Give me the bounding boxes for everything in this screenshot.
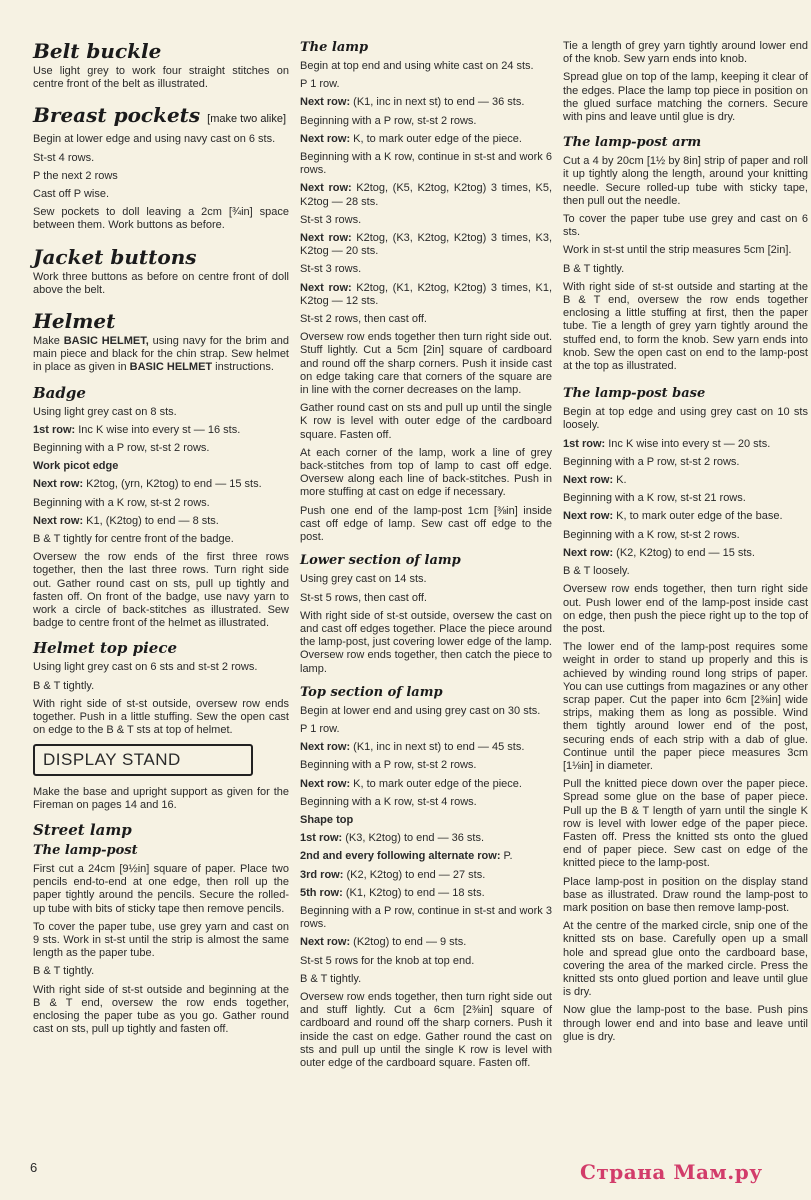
base-p8: Pull the knitted piece down over the paper piece. Spread some glue on the base of paper piece. Pull up the B & T length of yarn until the single K row is level with lower edge of the paper piece. Fasten off. Press the knitted sts onto the glued end of paper piece. Sew cast on edge of the knitted piece to the lamp-post. bbox=[563, 778, 808, 870]
lamp-row5-label: Next row: bbox=[300, 281, 352, 294]
lamp-p6: St-st 3 rows. bbox=[300, 263, 362, 276]
top-section-p3: Beginning with a P row, st-st 2 rows. bbox=[300, 759, 477, 772]
lamp-row2 bbox=[300, 133, 552, 146]
heading-belt-buckle: Belt buckle bbox=[33, 39, 162, 63]
badge-p1: Using light grey cast on 8 sts. bbox=[33, 405, 177, 418]
heading-lower-section: Lower section of lamp bbox=[300, 553, 461, 569]
breast-pockets-p1: Begin at lower edge and using navy cast on 6 sts. bbox=[33, 133, 276, 146]
lower-section-p3: With right side of st-st outside, oversew the cast on and cast off edges together. Place the piece around the lamp-post, just covering lower edge of the lamp. Oversew row ends together, then catch the piece to lamp. bbox=[300, 609, 552, 675]
top-section-row2-text: K, to mark outer edge of the piece. bbox=[350, 777, 522, 790]
top-section-row5 bbox=[300, 869, 552, 882]
lower-section-p2: St-st 5 rows, then cast off. bbox=[300, 591, 427, 604]
heading-lamp-post: The lamp-post bbox=[33, 842, 138, 858]
lamp-post-p2: To cover the paper tube, use grey yarn and cast on 9 sts. Work in st-st until the strip is almost the same length as the paper tube. bbox=[33, 920, 289, 960]
lamp-p3: Beginning with a P row, st-st 2 rows. bbox=[300, 114, 477, 127]
badge-row1-text: Inc K wise into every st — 16 sts. bbox=[75, 423, 241, 436]
badge-row1-label: 1st row: bbox=[33, 423, 76, 436]
base-p9: Place lamp-post in position on the display stand base as illustrated. Draw round the lamp-post to mark position on base then remove lamp-post. bbox=[563, 875, 808, 914]
badge-row2-text: K2tog, (yrn, K2tog) to end — 15 sts. bbox=[83, 478, 262, 491]
lamp-post-p4: With right side of st-st outside and beginning at the B & T end, oversew the row ends together, enclosing the paper tube as you go. Gather round cast on sts, pull up tightly and fasten off. bbox=[33, 983, 289, 1036]
top-section-p6: St-st 5 rows for the knob at top end. bbox=[300, 954, 475, 967]
top-section-p7: B & T tightly. bbox=[300, 972, 362, 985]
heading-helmet-top: Helmet top piece bbox=[33, 639, 178, 658]
lamp-post-p3: B & T tightly. bbox=[33, 965, 95, 978]
column-left bbox=[33, 40, 289, 1041]
heading-breast-pockets-title: Breast pockets bbox=[33, 103, 201, 128]
helmet-text-c: using navy for the brim and main piece and black for the chin strap. Sew helmet in place as given in bbox=[33, 335, 289, 374]
base-p7: The lower end of the lamp-post requires some weight in order to stand up properly and this is achieved by winding round long strips of paper. You can use cuttings from magazines or any other scrap paper. Cut the paper into 6cm [2⅜in] wide strips, making them as long as possible. Wind them tightly around lower end of the post, securing ends of each strip with a dab of glue. Continue until the paper piece measures 3cm [1⅛in] in diameter. bbox=[563, 641, 808, 772]
belt-buckle-text: Use light grey to work four straight stitches on centre front of the belt as illustrated. bbox=[33, 65, 289, 91]
heading-the-lamp: The lamp bbox=[300, 40, 369, 55]
heading-helmet: Helmet bbox=[33, 309, 116, 334]
top-section-p1: Begin at lower end and using grey cast on 30 sts. bbox=[300, 704, 541, 717]
helmet-top-p1: Using light grey cast on 6 sts and st-st 2 rows. bbox=[33, 661, 258, 674]
base-p6: Oversew row ends together, then turn right side out. Push lower end of the lamp-post inside cast on edge, then push the piece right up to the top of the post. bbox=[563, 583, 808, 635]
badge-row1 bbox=[33, 424, 289, 437]
lamp-row2-label: Next row: bbox=[300, 132, 351, 145]
top-section-row4-text: P. bbox=[500, 850, 513, 863]
heading-street-lamp: Street lamp bbox=[33, 820, 132, 839]
heading-display-stand: DISPLAY STAND bbox=[33, 744, 253, 776]
lamp-p2: P 1 row. bbox=[300, 78, 340, 91]
helmet-text-d: BASIC HELMET bbox=[129, 361, 213, 374]
lamp-p4: Beginning with a K row, continue in st-st and work 6 rows. bbox=[300, 151, 552, 177]
base-p2: Beginning with a P row, st-st 2 rows. bbox=[563, 455, 740, 468]
lamp-p1: Begin at top end and using white cast on 24 sts. bbox=[300, 60, 534, 72]
top-section-p8: Oversew row ends together, then turn right side out and stuff lightly. Cut a 6cm [2⅜in] square of cardboard and round off the sharp corners. Push it inside the cast on edge. Gather round the cast on sts and pull up until the single K row is level with outer edge of the cardboard square. Fasten off. bbox=[300, 990, 552, 1069]
top-section-p5: Beginning with a P row, continue in st-st and work 3 rows. bbox=[300, 904, 552, 931]
lamp-p7: St-st 2 rows, then cast off. bbox=[300, 313, 427, 326]
top-section-row7-text: (K2tog) to end — 9 sts. bbox=[350, 936, 467, 949]
heading-badge: Badge bbox=[33, 383, 86, 402]
helmet-text bbox=[33, 335, 289, 375]
helmet-top-p3: With right side of st-st outside, oversew row ends together. Push in a little stuffing. Sew the open cast on edge to the B & T sts at top of helmet. bbox=[33, 697, 289, 737]
helmet-top-p2: B & T tightly. bbox=[33, 679, 95, 692]
top-section-row1-text: (K1, inc in next st) to end — 45 sts. bbox=[350, 741, 525, 754]
lamp-row3 bbox=[300, 182, 552, 208]
breast-pockets-p5: Sew pockets to doll leaving a 2cm [¾in] space between them. Work buttons as before. bbox=[33, 206, 289, 232]
base-p10: At the centre of the marked circle, snip one of the knitted sts on base. Carefully open up a small hole and spread glue onto the cardboard base, covering the area of the marked circle. Press the knitted sts onto glued portion and leave until glue is dry. bbox=[563, 920, 808, 999]
base-row4-label: Next row: bbox=[563, 546, 614, 559]
base-p1: Begin at top edge and using grey cast on 10 sts loosely. bbox=[563, 406, 808, 432]
top-section-row6-label: 5th row: bbox=[300, 886, 343, 899]
page-number: 6 bbox=[30, 1160, 38, 1175]
top-section-row4-label: 2nd and every following alternate row: bbox=[300, 850, 501, 863]
breast-pockets-p2: St-st 4 rows. bbox=[33, 151, 95, 164]
helmet-text-e: instructions. bbox=[212, 361, 274, 374]
lamp-row4-label: Next row: bbox=[300, 232, 352, 245]
heading-lamp-post-arm: The lamp-post arm bbox=[563, 135, 702, 151]
arm-p4: B & T tightly. bbox=[563, 262, 625, 275]
top-section-p4: Beginning with a K row, st-st 4 rows. bbox=[300, 795, 477, 808]
badge-p3: Beginning with a K row, st-st 2 rows. bbox=[33, 496, 210, 509]
top-section-row5-text: (K2, K2tog) to end — 27 sts. bbox=[343, 868, 486, 881]
lamp-p11: Push one end of the lamp-post 1cm [⅜in] inside cast off edge of lamp. Sew cast off edge to the post. bbox=[300, 504, 552, 544]
arm-p5: With right side of st-st outside and starting at the B & T end, oversew the row ends together enclosing a little stuffing at first, then the paper tube. Tie a length of grey yarn tightly around the stuffed end, to form the knob. Sew yarn ends into knob. Sew the open cast on end to the lamp-post at the top as illustrated. bbox=[563, 280, 808, 373]
heading-breast-pockets-subtitle: [make two alike] bbox=[207, 113, 287, 126]
top-section-row7 bbox=[300, 936, 552, 949]
top-section-row3-text: (K3, K2tog) to end — 36 sts. bbox=[342, 832, 485, 845]
badge-row3-label: Next row: bbox=[33, 514, 84, 527]
display-stand-text: Make the base and upright support as given for the Fireman on pages 14 and 16. bbox=[33, 785, 289, 811]
arm-p2: To cover the paper tube use grey and cast on 6 sts. bbox=[563, 213, 808, 239]
top-section-row6 bbox=[300, 887, 552, 900]
knob-text-p2: Spread glue on top of the lamp, keeping it clear of the edges. Place the lamp top piece in position on the glued surface matching the corners. Secure with pins and leave until glue is dry. bbox=[563, 71, 808, 124]
jacket-buttons-text: Work three buttons as before on centre front of doll above the belt. bbox=[33, 270, 289, 296]
base-p3: Beginning with a K row, st-st 21 rows. bbox=[563, 492, 746, 505]
lamp-row1 bbox=[300, 96, 552, 109]
base-row3-text: K, to mark outer edge of the base. bbox=[613, 510, 783, 523]
top-section-shape-top: Shape top bbox=[300, 813, 354, 826]
badge-p4: B & T tightly for centre front of the badge. bbox=[33, 533, 234, 546]
heading-top-section: Top section of lamp bbox=[300, 684, 443, 700]
lamp-row3-label: Next row: bbox=[300, 182, 352, 195]
lamp-row1-label: Next row: bbox=[300, 96, 351, 109]
lamp-p5: St-st 3 rows. bbox=[300, 213, 362, 226]
heading-lamp-post-base: The lamp-post base bbox=[563, 386, 706, 402]
lamp-row4 bbox=[300, 232, 552, 258]
helmet-text-b: BASIC HELMET, bbox=[63, 335, 149, 348]
top-section-p2: P 1 row. bbox=[300, 722, 340, 735]
base-row1-text: Inc K wise into every st — 20 sts. bbox=[605, 437, 771, 450]
lamp-row5 bbox=[300, 282, 552, 308]
top-section-row5-label: 3rd row: bbox=[300, 868, 344, 881]
top-section-row2 bbox=[300, 778, 552, 791]
column-middle bbox=[300, 40, 552, 1075]
arm-p3: Work in st-st until the strip measures 5cm [2in]. bbox=[563, 244, 792, 257]
badge-row2-label: Next row: bbox=[33, 478, 84, 491]
lamp-row4-text: K2tog, (K3, K2tog, K2tog) 3 times, K3, K2tog — 20 sts. bbox=[300, 232, 553, 258]
watermark-logo: Страна Мам.ру bbox=[580, 1160, 763, 1184]
base-p11: Now glue the lamp-post to the base. Push pins through lower end and into base and leave until glue is dry. bbox=[563, 1004, 808, 1043]
knob-text-p1: Tie a length of grey yarn tightly around lower end of the knob. Sew yarn ends into knob. bbox=[563, 40, 808, 66]
badge-row3 bbox=[33, 515, 289, 528]
column-right bbox=[563, 40, 808, 1049]
badge-p2: Beginning with a P row, st-st 2 rows. bbox=[33, 442, 210, 455]
lamp-post-p1: First cut a 24cm [9½in] square of paper. Place two pencils end-to-end at one edge, then roll up the paper tightly around the pencils. Secure the rolled-up tube with bits of sticky tape then remove pencils. bbox=[33, 862, 289, 915]
top-section-row4 bbox=[300, 850, 552, 863]
top-section-row7-label: Next row: bbox=[300, 936, 351, 949]
lamp-p10: At each corner of the lamp, work a line of grey back-stitches from top of lamp to cast off edge. Oversew along each line of back-stitches. Push in more stuffing at cast on edge if necessary. bbox=[300, 446, 552, 499]
base-row1-label: 1st row: bbox=[563, 437, 606, 450]
base-row3-label: Next row: bbox=[563, 510, 614, 523]
heading-jacket-buttons: Jacket buttons bbox=[33, 244, 197, 269]
lamp-row5-text: K2tog, (K1, K2tog, K2tog) 3 times, K1, K2tog — 12 sts. bbox=[300, 281, 553, 307]
top-section-row3-label: 1st row: bbox=[300, 832, 343, 845]
badge-row3-text: K1, (K2tog) to end — 8 sts. bbox=[83, 514, 219, 527]
base-row4-text: (K2, K2tog) to end — 15 sts. bbox=[613, 546, 755, 559]
base-row2 bbox=[563, 474, 808, 487]
lower-section-p1: Using grey cast on 14 sts. bbox=[300, 573, 427, 586]
lamp-row1-text: (K1, inc in next st) to end — 36 sts. bbox=[350, 96, 525, 109]
lamp-p9: Gather round cast on sts and pull up until the single K row is level with outer edge of the cardboard square. Fasten off. bbox=[300, 402, 552, 441]
base-row2-label: Next row: bbox=[563, 474, 614, 487]
badge-picot: Work picot edge bbox=[33, 460, 119, 473]
top-section-row1 bbox=[300, 741, 552, 754]
base-row3 bbox=[563, 510, 808, 523]
lamp-p8: Oversew row ends together then turn right side out. Stuff lightly. Cut a 5cm [2in] square of cardboard and round off the sharp corners. Push it inside cast on edge taking care that corners of the square are in line with the corner decreases on the lamp. bbox=[300, 331, 552, 397]
top-section-row2-label: Next row: bbox=[300, 777, 351, 790]
lamp-row2-text: K, to mark outer edge of the piece. bbox=[350, 132, 522, 145]
helmet-text-a: Make bbox=[33, 335, 64, 348]
top-section-row1-label: Next row: bbox=[300, 741, 351, 754]
base-p4: Beginning with a K row, st-st 2 rows. bbox=[563, 528, 740, 541]
breast-pockets-p4: Cast off P wise. bbox=[33, 188, 110, 201]
base-p5: B & T loosely. bbox=[563, 565, 630, 578]
arm-p1: Cut a 4 by 20cm [1½ by 8in] strip of paper and roll it up tightly along the length, around your knitting needle. Secure rolled-up tube with sticky tape, then pull out the needle. bbox=[563, 155, 808, 207]
badge-p5: Oversew the row ends of the first three rows together, then the last three rows. Turn right side out. Gather round cast on sts, pull up tightly and fasten off. On front of the badge, use navy yarn to work a circle of back-stitches as illustrated. Sew badge to centre front of the helmet as illustrated. bbox=[33, 551, 289, 630]
heading-breast-pockets bbox=[33, 104, 289, 130]
badge-row2 bbox=[33, 478, 289, 491]
top-section-row6-text: (K1, K2tog) to end — 18 sts. bbox=[342, 886, 485, 899]
top-section-row3 bbox=[300, 832, 552, 845]
base-row1 bbox=[563, 438, 808, 451]
base-row4 bbox=[563, 547, 808, 560]
lamp-row3-text: K2tog, (K5, K2tog, K2tog) 3 times, K5, K2tog — 28 sts. bbox=[300, 182, 553, 208]
breast-pockets-p3: P the next 2 rows bbox=[33, 169, 118, 182]
base-row2-text: K. bbox=[613, 474, 627, 487]
